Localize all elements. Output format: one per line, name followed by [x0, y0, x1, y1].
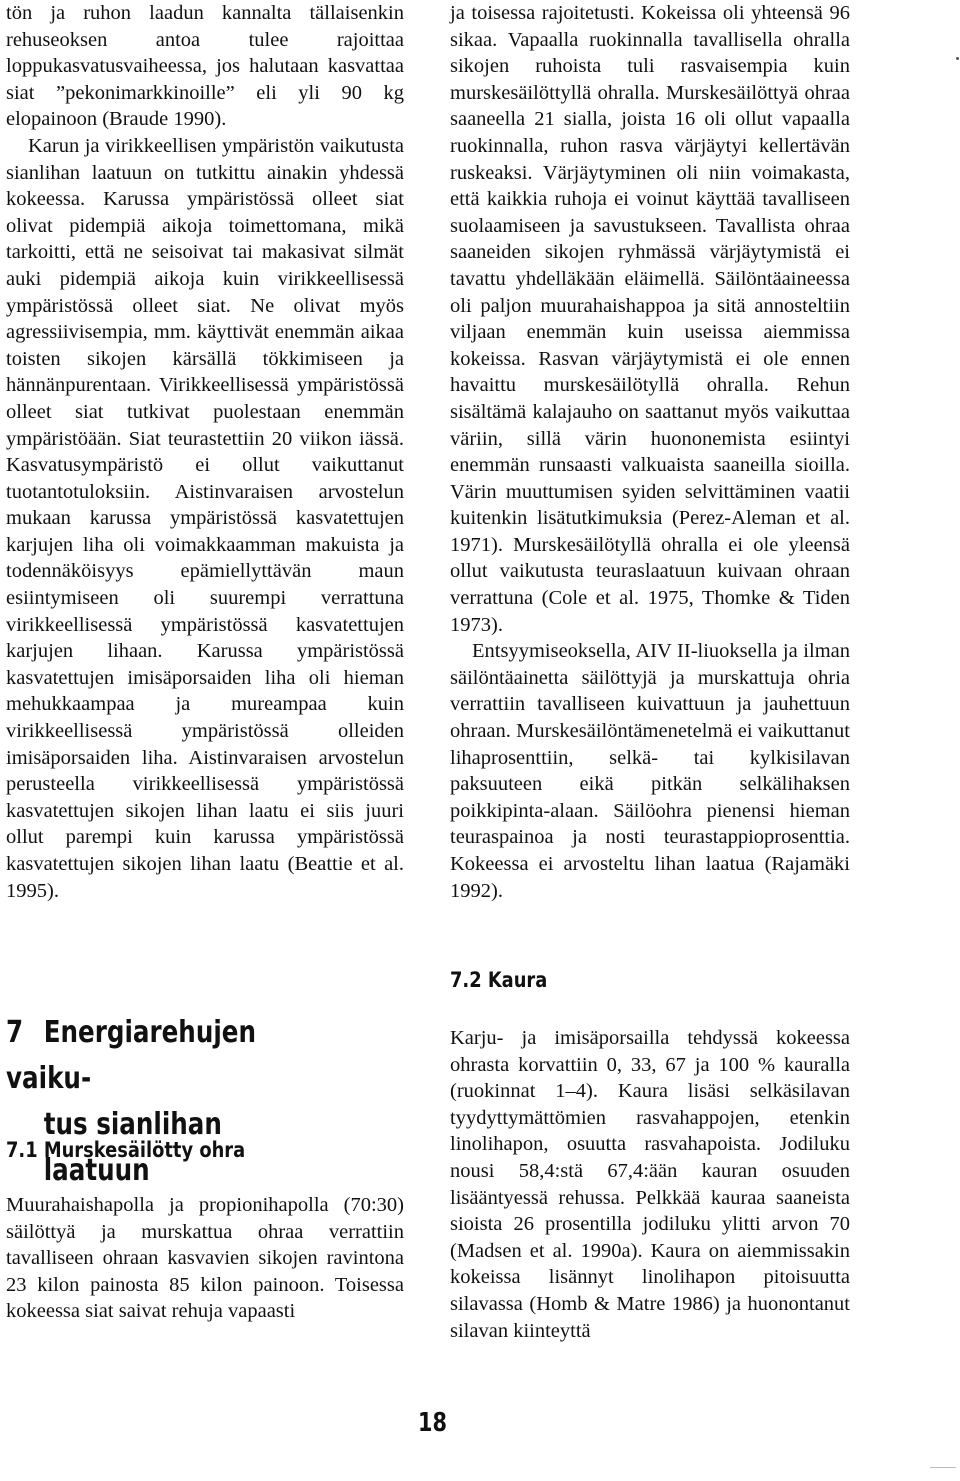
- section-heading-7-2: 7.2 Kaura: [450, 968, 548, 992]
- section-7-2-body: [450, 1025, 850, 1344]
- right-text-column: [450, 0, 850, 904]
- scan-artifact-line: [930, 1467, 956, 1468]
- left-text-column: [6, 0, 404, 904]
- paragraph: ja toisessa rajoitetusti. Kokeissa oli yhteensä 96 sikaa. Vapaalla ruokinnalla tavallisella ohralla sikojen ruhoista tuli rasvaisempia kuin murskesäilöttyllä ohralla. Murskesäilöttyä ohraa saaneella 21 sialla, joista 16 oli ollut vapaalla ruokinnalla, ruhon rasva värjäytyi kellertävän ruskeaksi. Värjäytyminen oli niin voimakasta, että kaikkia ruhoja ei voinut käyttää tavalliseen suolaamiseen ja savustukseen. Tavallista ohraa saaneiden sikojen ryhmässä värjäytymistä ei tavattu yhdelläkään eläimellä. Säilöntäaineessa oli paljon muurahaishappoa ja sitä annosteltiin viljaan enemmän kuin useissa aiemmissa kokeissa. Rasvan värjäytymistä ei ole ennen havaittu murskesäilötyllä ohralla. Rehun sisältämä kalajauho on saattanut myös vaikuttaa väriin, sillä värin huononemista esiintyi enemmän runsaasti valkuaista saaneilla sioilla. Värin muuttumisen syiden selvittäminen vaatii kuitenkin lisätutkimuksia (Perez-Aleman et al. 1971). Murskesäilötyllä ohralla ei ole yleensä ollut vaikutusta teuraslaatuun kuivaan ohraan verrattuna (Cole et al. 1975, Thomke & Tiden 1973).: [450, 2, 850, 636]
- section-heading-7-1: 7.1 Murskesäilötty ohra: [6, 1138, 246, 1162]
- chapter-title-line2: tus sianlihan laatuun: [43, 1107, 222, 1188]
- paragraph: Karju- ja imisäporsailla tehdyssä kokeessa ohrasta korvattiin 0, 33, 67 ja 100 % kauralla (ruokinnat 1–4). Kaura lisäsi selkäsilavan tyydyttymättömien rasvahappojen, etenkin linolihapon, osuutta rasvahapoista. Jodiluku nousi 58,4:stä 67,4:ään kauran osuuden lisääntyessä rehussa. Pelkkää kauraa saaneista sioista 26 prosentilla jodiluku ylitti arvon 70 (Madsen et al. 1990a). Kaura on aiemmissakin kokeissa lisännyt linolihapon pitoisuutta silavassa (Homb & Matre 1986) ja huonontanut silavan kiinteyttä: [450, 1027, 850, 1342]
- chapter-heading: [6, 1010, 334, 1194]
- paragraph: Entsyymiseoksella, AIV II-liuoksella ja ilman säilöntäainetta säilöttyjä ja murskattuja ohria verrattiin tavalliseen kuivattuun ja jauhettuun ohraan. Murskesäilöntämenetelmä ei vaikuttanut lihaprosenttiin, selkä- tai kylkisilavan paksuuteen eikä pitkän selkälihaksen poikkipinta-alaan. Säilöohra pienensi hieman teuraspainoa ja nosti teurastappioprosenttia. Kokeessa ei arvosteltu lihan laatua (Rajamäki 1992).: [450, 640, 850, 902]
- paragraph: Muurahaishapolla ja propionihapolla (70:30) säilöttyä ja murskattua ohraa verrattiin tavalliseen ohraan kasvavien sikojen ravintona 23 kilon painosta 85 kilon painoon. Toisessa kokeessa siat saivat rehuja vapaasti: [6, 1194, 404, 1323]
- scan-speck: [956, 57, 959, 60]
- page-number: 18: [418, 1408, 447, 1438]
- chapter-title-line1: Energiarehujen vaiku-: [6, 1015, 256, 1096]
- paragraph: tön ja ruhon laadun kannalta tällaisenkin rehuseoksen antoa tulee rajoittaa loppukasvatusvaiheessa, jos halutaan kasvattaa siat ”pekonimarkkinoille” eli yli 90 kg elopainoon (Braude 1990).: [6, 2, 404, 131]
- section-7-1-body: [6, 1192, 404, 1325]
- chapter-number: 7: [6, 1015, 24, 1050]
- paragraph: Karun ja virikkeellisen ympäristön vaikutusta sianlihan laatuun on tutkittu ainakin yhdessä kokeessa. Karussa ympäristössä olleet siat olivat pidempiä aikoja toimettomana, mikä tarkoitti, että ne seisoivat tai makasivat silmät auki pidempiä aikoja kuin virikkeellisessä ympäristössä olleet siat. Ne olivat myös agressiivisempia, mm. käyttivät enemmän aikaa toisten sikojen kärsällä tökkimiseen ja hännänpurentaan. Virikkeellisessä ympäristössä olleet siat tutkivat puolestaan enemmän ympäristöään. Siat teurastettiin 20 viikon iässä. Kasvatusympäristö ei ollut vaikuttanut tuotantotuloksiin. Aistinvaraisen arvostelun mukaan karussa ympäristössä kasvatettujen karjujen liha oli voimakkaamman makuista ja todennäköisyys epämiellyttävän maun esiintymiseen oli suurempi verrattuna virikkeellisessä ympäristössä kasvatettujen karjujen lihaan. Karussa ympäristössä kasvatettujen imisäporsaiden liha oli hieman mehukkaampaa ja mureampaa kuin virikkeellisessä ympäristössä olleiden imisäporsaiden liha. Aistinvaraisen arvostelun perusteella virikkeellisessä ympäristössä kasvatettujen sikojen lihan laatu ei siis juuri ollut parempi kuin karussa ympäristössä kasvatettujen sikojen lihan laatu (Beattie et al. 1995).: [6, 134, 404, 902]
